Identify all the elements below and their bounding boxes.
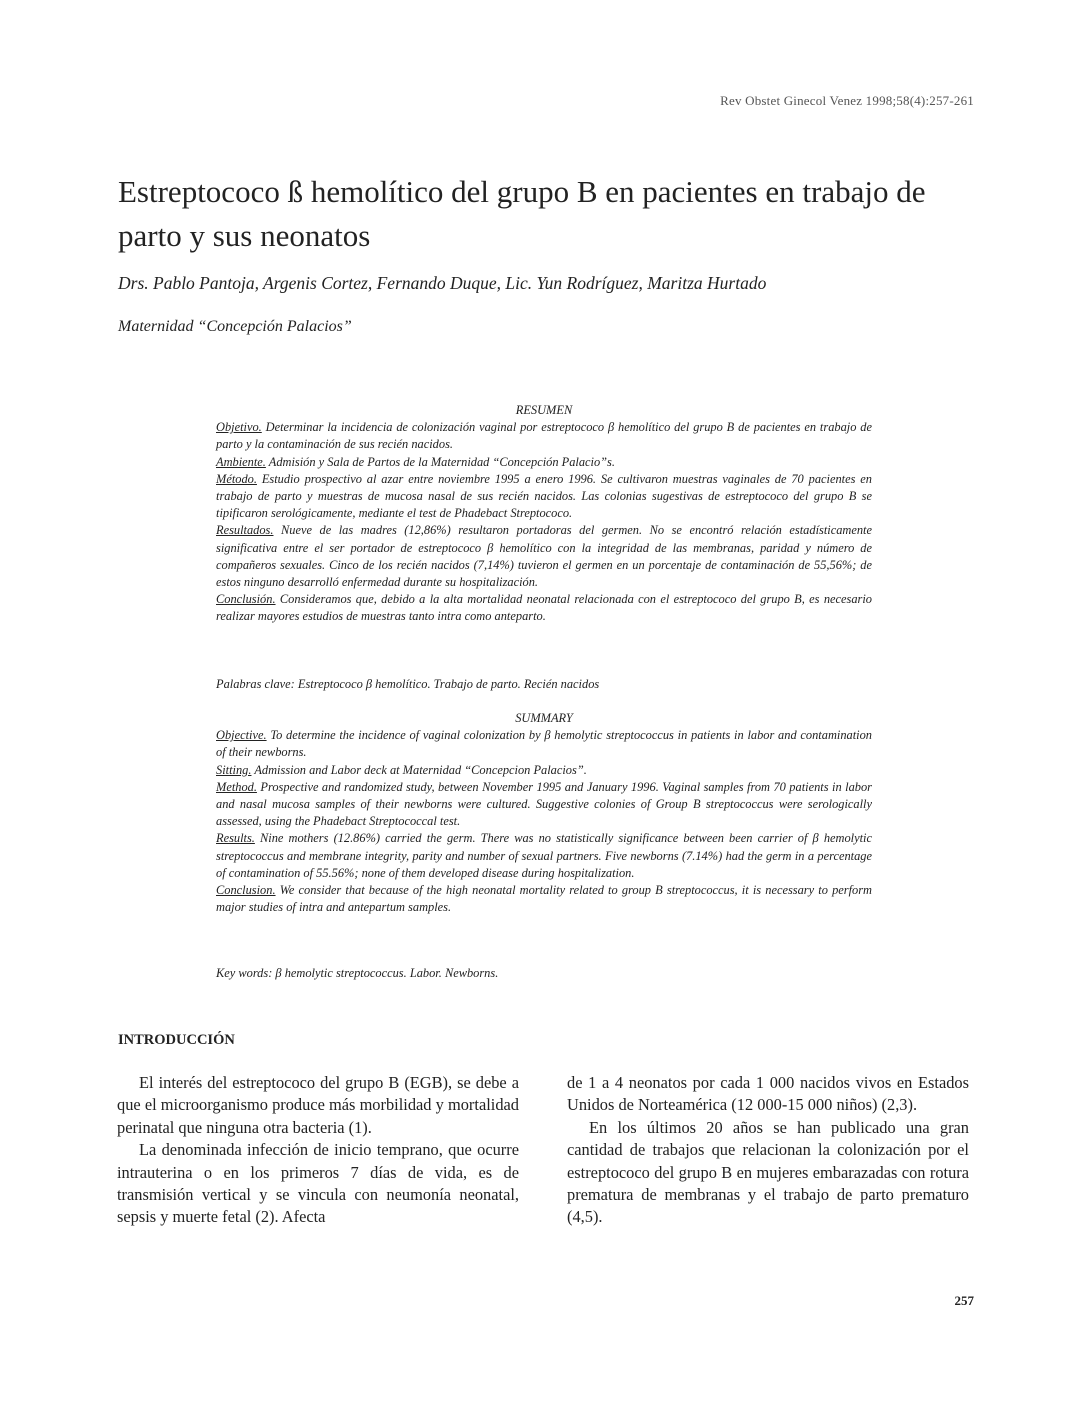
intro-paragraph: En los últimos 20 años se han publicado una gran cantidad de trabajos que relacionan la colonización por el estreptococo del grupo B en mujeres embarazadas con rotura prematura de membranas y el trabajo de parto prematuro (4,5). (567, 1117, 969, 1227)
authors-line: Drs. Pablo Pantoja, Argenis Cortez, Fernando Duque, Lic. Yun Rodríguez, Maritza Hurtado (118, 273, 767, 293)
summary-block (216, 710, 872, 916)
resumen-metodo-label: Método. (216, 471, 257, 486)
page-number: 257 (954, 1293, 974, 1308)
article-title: Estreptococo ß hemolítico del grupo B en pacientes en trabajo de parto y sus neonatos (118, 174, 926, 253)
summary-sitting (216, 762, 872, 779)
summary-conclusion-text: We consider that because of the high neonatal mortality related to group B streptococcus, it is necessary to perform major studies of intra and antepartum samples. (216, 883, 872, 915)
journal-reference: Rev Obstet Ginecol Venez 1998;58(4):257-261 (720, 93, 974, 108)
summary-method-text: Prospective and randomized study, between November 1995 and January 1996. Vaginal samples from 70 patients in labor and nasal mucosa samples of their newborns were cultured. Suggestive colonies of Group B streptococcus were serologically assessed, using the Phadebact Streptococcal test. (216, 779, 872, 829)
resumen-block (216, 402, 872, 626)
summary-conclusion (216, 882, 872, 916)
resumen-conclusion-text: Consideramos que, debido a la alta mortalidad neonatal relacionada con el estreptococo del grupo B, es necesario realizar mayores estudios de muestras tanto intra como anteparto. (216, 592, 872, 624)
summary-sitting-label: Sitting. (216, 762, 252, 777)
resumen-objetivo-label: Objetivo. (216, 420, 262, 435)
resumen-resultados-text: Nueve de las madres (12,86%) resultaron portadoras del germen. No se encontró relación estadísticamente significativa entre el ser portador de estreptococo β hemolítico con la integridad de las membranas, paridad y número de compañeros sexuales. Cinco de los recién nacidos (7,14%) tuvieron el germen en un porcentaje de contaminación de 55,56%; de estos ninguno desarrolló enfermedad durante su hospitalización. (216, 523, 872, 590)
resumen-objetivo (216, 419, 872, 453)
summary-conclusion-label: Conclusion. (216, 883, 276, 898)
intro-left-column (117, 1072, 519, 1229)
summary-results (216, 830, 872, 882)
resumen-ambiente (216, 454, 872, 471)
summary-results-text: Nine mothers (12.86%) carried the germ. There was no statistically significance between been carrier of β hemolytic streptococcus and membrane integrity, parity and number of sexual partners. Five newborns (7.14%) had the germ in a percentage of contamination of 55.56%; none of them developed disease during hospitalization. (216, 831, 872, 880)
intro-paragraph: La denominada infección de inicio temprano, que ocurre intrauterina o en los primeros 7 días de vida, es de transmisión vertical y se vincula con neumonía neonatal, sepsis y muerte fetal (2). Afecta (117, 1140, 519, 1227)
resumen-ambiente-label: Ambiente. (216, 454, 266, 469)
resumen-conclusion (216, 591, 872, 625)
resumen-metodo (216, 471, 872, 523)
intro-paragraph: El interés del estreptococo del grupo B (EGB), se debe a que el microorganismo produce más morbilidad y mortalidad perinatal que ninguna otra bacteria (1). (117, 1073, 519, 1137)
key-words: Key words: β hemolytic streptococcus. Labor. Newborns. (216, 966, 499, 980)
summary-method-label: Method. (216, 779, 257, 794)
summary-objective (216, 727, 872, 761)
resumen-resultados (216, 522, 872, 591)
resumen-ambiente-text: Admisión y Sala de Partos de la Maternidad “Concepción Palacio”s. (265, 454, 615, 469)
introduction-heading: INTRODUCCIÓN (118, 1032, 235, 1048)
resumen-resultados-label: Resultados. (216, 523, 274, 538)
summary-objective-label: Objective. (216, 728, 267, 743)
intro-paragraph: de 1 a 4 neonatos por cada 1 000 nacidos vivos en Estados Unidos de Norteamérica (12 000-15 000 niños) (2,3). (567, 1073, 969, 1115)
resumen-conclusion-label: Conclusión. (216, 592, 276, 607)
intro-right-column (567, 1072, 969, 1229)
summary-objective-text: To determine the incidence of vaginal colonization by β hemolytic streptococcus in patients in labor and contamination of their newborns. (216, 728, 872, 760)
summary-heading: SUMMARY (515, 711, 573, 725)
resumen-objetivo-text: Determinar la incidencia de colonización vaginal por estreptococo β hemolítico del grupo B de pacientes en trabajo de parto y la contaminación de sus recién nacidos. (216, 420, 872, 452)
resumen-metodo-text: Estudio prospectivo al azar entre noviembre 1995 a enero 1996. Se cultivaron muestras vaginales de 70 pacientes en trabajo de parto y muestras de mucosa nasal de sus recién nacidos. Las colonias sugestivas de estreptococo del grupo B se tipificaron serológicamente, mediante el test de Phadebact Streptococo. (216, 471, 872, 521)
summary-method (216, 779, 872, 831)
palabras-clave: Palabras clave: Estreptococo β hemolítico. Trabajo de parto. Recién nacidos (216, 677, 600, 691)
resumen-heading: RESUMEN (515, 403, 573, 417)
institution-line: Maternidad “Concepción Palacios” (118, 318, 352, 335)
summary-results-label: Results. (216, 831, 255, 846)
summary-sitting-text: Admission and Labor deck at Maternidad “Concepcion Palacios”. (251, 762, 587, 777)
